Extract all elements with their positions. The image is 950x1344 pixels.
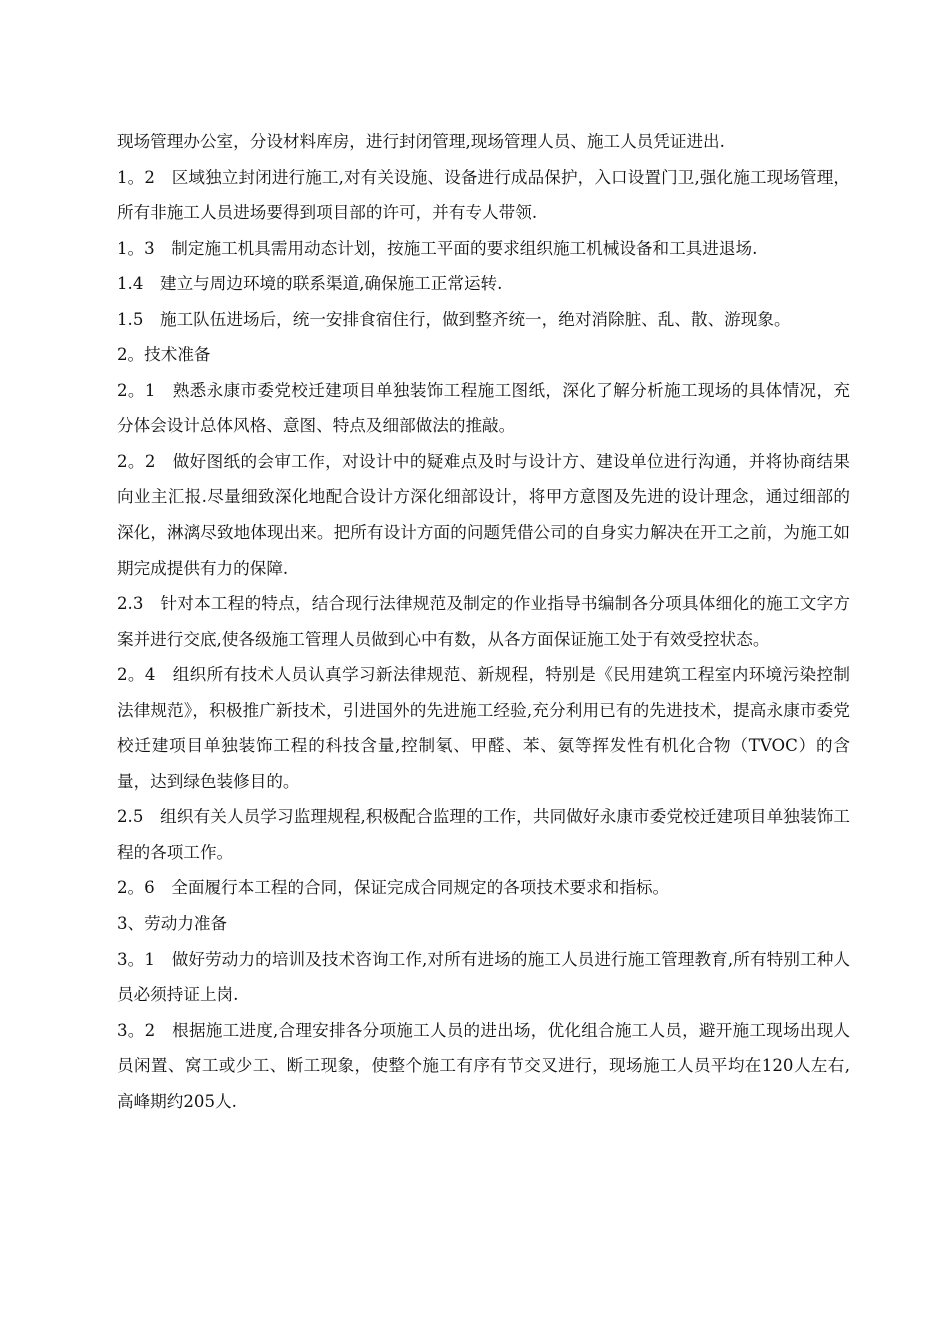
paragraph-1-3: 1。3 制定施工机具需用动态计划，按施工平面的要求组织施工机械设备和工具进退场. <box>117 238 758 258</box>
paragraph-2-4: 2。4 组织所有技术人员认真学习新法律规范、新规程，特别是《民用建筑工程室内环境污染控制法律规范》，积极推广新技术，引进国外的先进施工经验,充分利用已有的先进技术，提高永康市委党校迁建项目单独装饰工程的科技含量,控制氡、甲醛、苯、氨等挥发性有机化合物（TVOC）的含量，达到绿色装修目的。 <box>117 665 850 791</box>
paragraph-1-5: 1.5 施工队伍进场后，统一安排食宿住行，做到整齐统一，绝对消除脏、乱、散、游现象。 <box>117 309 791 329</box>
document-page <box>117 124 850 1119</box>
paragraph-1-4: 1.4 建立与周边环境的联系渠道,确保施工正常运转. <box>117 274 503 294</box>
section-heading-technical-preparation: 2。技术准备 <box>117 345 211 365</box>
paragraph-1-2: 1。2 区域独立封闭进行施工,对有关设施、设备进行成品保护，入口设置门卫,强化施工现场管理，所有非施工人员进场要得到项目部的许可，并有专人带领. <box>117 167 850 223</box>
paragraph-3-1: 3。1 做好劳动力的培训及技术咨询工作,对所有进场的施工人员进行施工管理教育,所有特别工种人员必须持证上岗. <box>117 949 850 1005</box>
paragraph-2-1: 2。1 熟悉永康市委党校迁建项目单独装饰工程施工图纸，深化了解分析施工现场的具体情况，充分体会设计总体风格、意图、特点及细部做法的推敲。 <box>117 380 850 436</box>
paragraph-3-2: 3。2 根据施工进度,合理安排各分项施工人员的进出场，优化组合施工人员，避开施工现场出现人员闲置、窝工或少工、断工现象，使整个施工有序有节交叉进行，现场施工人员平均在120人左右,高峰期约205人. <box>117 1020 850 1111</box>
paragraph-2-2: 2。2 做好图纸的会审工作，对设计中的疑难点及时与设计方、建设单位进行沟通，并将协商结果向业主汇报.尽量细致深化地配合设计方深化细部设计，将甲方意图及先进的设计理念，通过细部的深化，淋漓尽致地体现出来。把所有设计方面的问题凭借公司的自身实力解决在开工之前，为施工如期完成提供有力的保障. <box>117 451 850 578</box>
paragraph-2-5: 2.5 组织有关人员学习监理规程,积极配合监理的工作，共同做好永康市委党校迁建项目单独装饰工程的各项工作。 <box>117 807 850 862</box>
paragraph-2-3: 2.3 针对本工程的特点，结合现行法律规范及制定的作业指导书编制各分项具体细化的施工文字方案并进行交底,使各级施工管理人员做到心中有数，从各方面保证施工处于有效受控状态。 <box>117 594 850 649</box>
paragraph-site-office: 现场管理办公室，分设材料库房，进行封闭管理,现场管理人员、施工人员凭证进出. <box>117 132 725 151</box>
section-heading-labor-preparation: 3、劳动力准备 <box>117 914 228 934</box>
paragraph-2-6: 2。6 全面履行本工程的合同，保证完成合同规定的各项技术要求和指标。 <box>117 878 670 898</box>
